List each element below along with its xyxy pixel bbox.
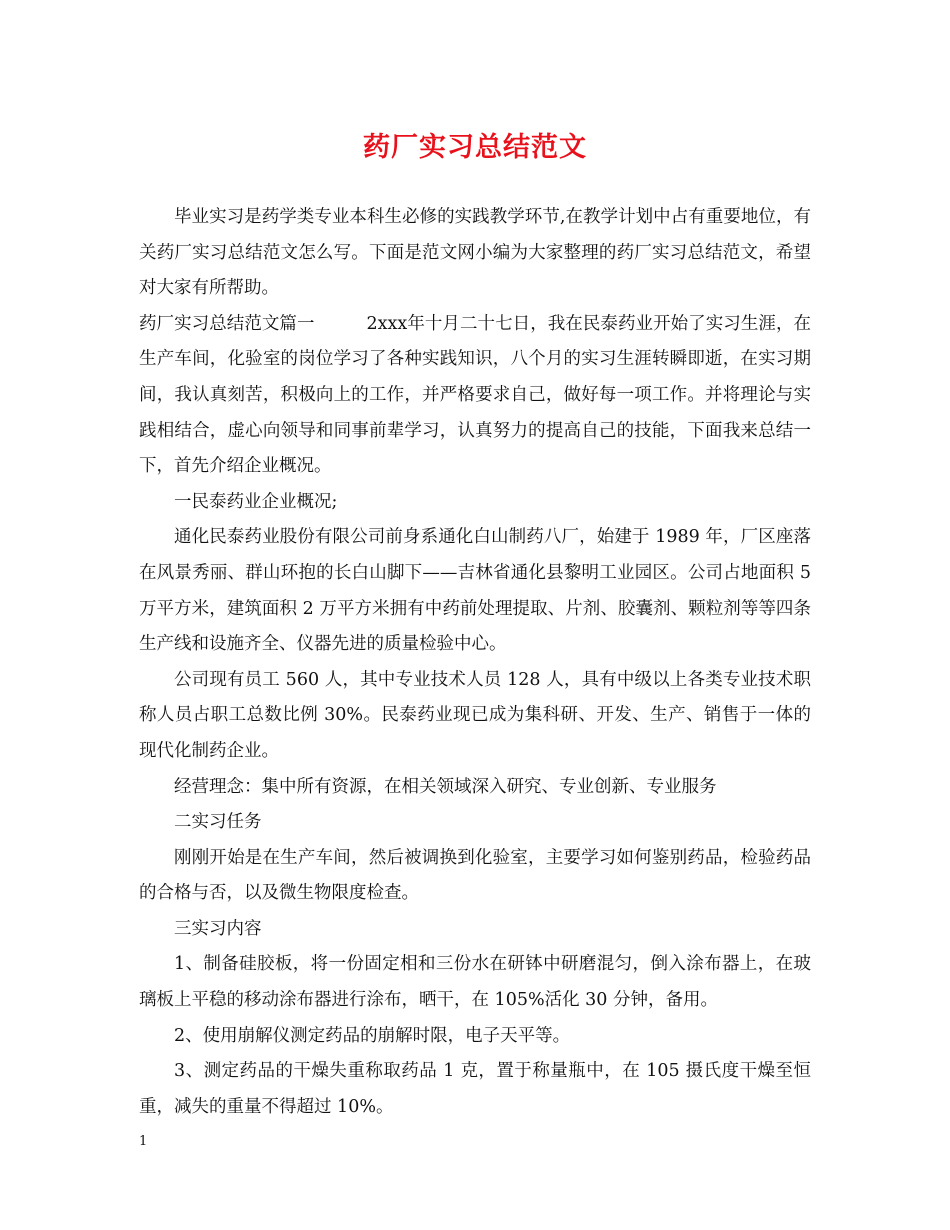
list-item: 2、使用崩解仪测定药品的崩解时限，电子天平等。 xyxy=(174,1025,571,1046)
company-staff-paragraph: 公司现有员工 560 人，其中专业技术人员 128 人，具有中级以上各类专业技术职称人员占职工总数比例 30%。民泰药业现已成为集科研、开发、生产、销售于一体的现代化制药企业。 xyxy=(139,669,811,761)
intro-paragraph: 毕业实习是药学类专业本科生必修的实践教学环节,在教学计划中占有重要地位，有关药厂实习总结范文怎么写。下面是范文网小编为大家整理的药厂实习总结范文，希望对大家有所帮助。 xyxy=(139,207,811,299)
section-one-label: 药厂实习总结范文篇一 xyxy=(139,313,315,334)
section-one-text: 2xxx年十月二十七日，我在民泰药业开始了实习生涯，在生产车间，化验室的岗位学习了各种实践知识，八个月的实习生涯转瞬即逝，在实习期间，我认真刻苦，积极向上的工作，并严格要求自己，做好每一项工作。并将理论与实践相结合，虚心向领导和同事前辈学习，认真努力的提高自己的技能，下面我来总结一下，首先介绍企业概况。 xyxy=(139,313,811,477)
business-philosophy-paragraph: 经营理念：集中所有资源，在相关领域深入研究、专业创新、专业服务 xyxy=(174,776,717,797)
list-item: 1、制备硅胶板，将一份固定相和三份水在研钵中研磨混匀，倒入涂布器上，在玻璃板上平稳的移动涂布器进行涂布，晒干，在 105%活化 30 分钟，备用。 xyxy=(139,954,811,1011)
heading-internship-content: 三实习内容 xyxy=(174,918,262,939)
heading-company-overview: 一民泰药业企业概况; xyxy=(174,491,338,512)
document-body xyxy=(139,200,811,1125)
list-item: 3、测定药品的干燥失重称取药品 1 克，置于称量瓶中，在 105 摄氏度干燥至恒重，减失的重量不得超过 10%。 xyxy=(139,1061,811,1117)
task-paragraph: 刚刚开始是在生产车间，然后被调换到化验室，主要学习如何鉴别药品，检验药品的合格与否，以及微生物限度检查。 xyxy=(139,847,811,904)
section-one-paragraph xyxy=(139,307,811,485)
document-title: 药厂实习总结范文 xyxy=(363,132,587,163)
heading-internship-tasks: 二实习任务 xyxy=(174,812,262,833)
page-number: 1 xyxy=(139,1134,148,1149)
company-history-paragraph: 通化民泰药业股份有限公司前身系通化白山制药八厂，始建于 1989 年，厂区座落在风景秀丽、群山环抱的长白山脚下——吉林省通化县黎明工业园区。公司占地面积 5 万平方米，建筑面积 2 万平方米拥有中药前处理提取、片剂、胶囊剂、颗粒剂等等四条生产线和设施齐全、仪器先进的质量检验中心。 xyxy=(139,527,811,655)
